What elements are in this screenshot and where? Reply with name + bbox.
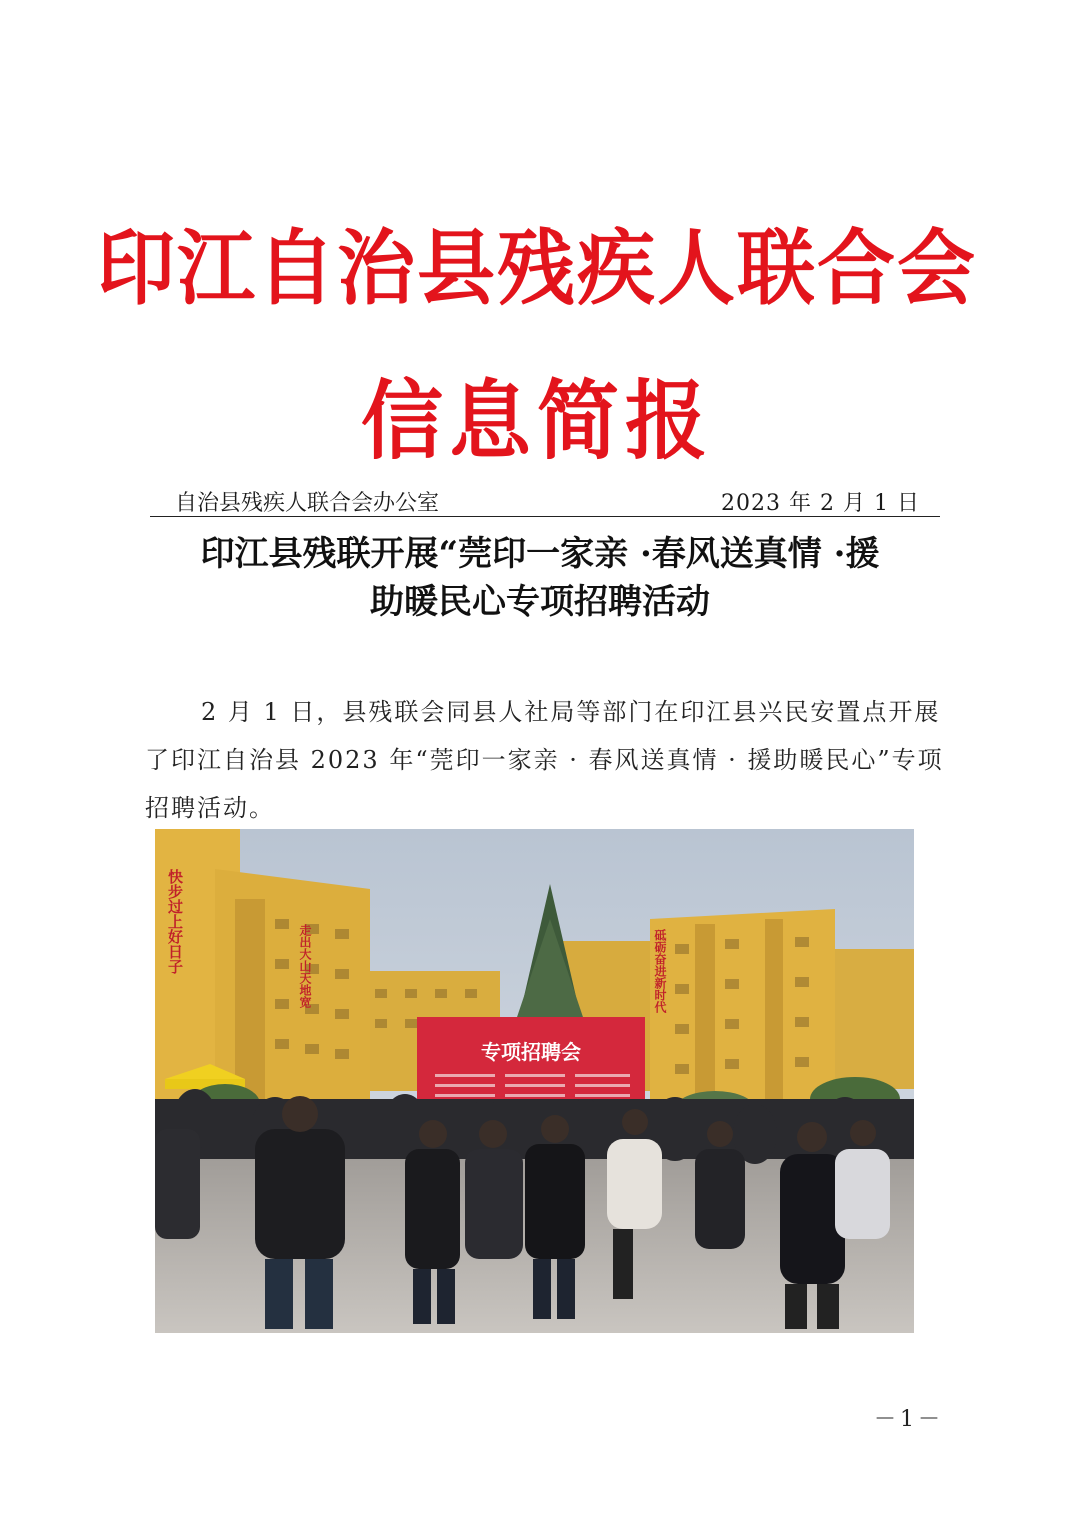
issuing-office: 自治县残疾人联合会办公室 [175, 491, 440, 516]
slogan-right-building: 砥砺奋进新时代 [653, 929, 667, 1013]
banner-title: 专项招聘会 [481, 1040, 581, 1064]
article-paragraph: 2 月 1 日，县残联会同县人社局等部门在印江县兴民安置点开展了印江自治县 2023 年“莞印一家亲 · 春风送真情 · 援助暖民心”专项招聘活动。 [145, 698, 944, 822]
bulletin-title: 信息简报 [360, 370, 713, 472]
article-headline [110, 530, 970, 626]
event-photo [155, 829, 914, 1333]
headline-line-1: 印江县残联开展“莞印一家亲 ·春风送真情 ·援 [200, 534, 880, 574]
issue-date: 2023 年 2 月 1 日 [721, 491, 920, 516]
headline-line-2: 助暖民心专项招聘活动 [370, 582, 710, 622]
slogan-left-building: 快步过上好日子 [166, 869, 184, 974]
issuer-line [150, 486, 940, 517]
page-number: －1－ [874, 1407, 944, 1432]
slogan-mid-building: 走出大山天地宽 [298, 924, 312, 1008]
organization-title: 印江自治县残疾人联合会 [96, 221, 977, 317]
